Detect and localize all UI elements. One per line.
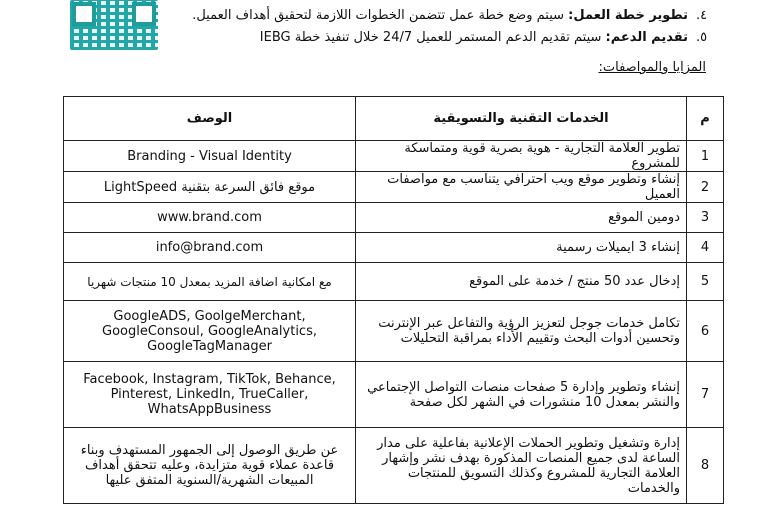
row-num: 3 xyxy=(687,203,724,233)
qr-finder xyxy=(132,2,156,26)
table-row xyxy=(64,172,724,203)
row-num: 7 xyxy=(687,362,724,428)
list-text: سيتم تقديم الدعم المستمر للعميل 24/7 خلال تنفيذ خطة IEBG xyxy=(259,30,602,45)
list-number: ٤. xyxy=(696,8,708,23)
table-row xyxy=(64,301,724,362)
row-num: 6 xyxy=(687,301,724,362)
header-list-item-5 xyxy=(260,30,710,46)
table-row xyxy=(64,203,724,233)
row-description: مع امكانية اضافة المزيد بمعدل 10 منتجات شهريا xyxy=(64,263,356,301)
row-num: 1 xyxy=(687,141,724,172)
row-service: إنشاء 3 ايميلات رسمية xyxy=(356,233,687,263)
table-row xyxy=(64,141,724,172)
row-num: 4 xyxy=(687,233,724,263)
header-list-item-4 xyxy=(192,8,710,24)
table-row xyxy=(64,233,724,263)
row-num: 8 xyxy=(687,428,724,504)
row-service: إنشاء وتطوير موقع ويب احترافي يتناسب مع مواصفات العميل xyxy=(356,172,687,203)
row-num: 2 xyxy=(687,172,724,203)
table-row xyxy=(64,428,724,504)
row-description: Branding - Visual Identity xyxy=(64,141,356,172)
row-num: 5 xyxy=(687,263,724,301)
row-description: GoogleADS, GoolgeMerchant, GoogleConsoul, GoogleAnalytics, GoogleTagManager xyxy=(64,301,356,362)
row-description: موقع فائق السرعة بتقنية LightSpeed xyxy=(64,172,356,203)
row-service: تطوير العلامة التجارية - هوية بصرية قوية ومتماسكة للمشروع xyxy=(356,141,687,172)
row-description: Facebook, Instagram, TikTok, Behance, Pinterest, LinkedIn, TrueCaller, WhatsAppBusiness xyxy=(64,362,356,428)
list-label: تطوير خطة العمل: xyxy=(568,8,688,23)
row-description: www.brand.com xyxy=(64,203,356,233)
row-service: دومين الموقع xyxy=(356,203,687,233)
table-row xyxy=(64,263,724,301)
list-number: ٥. xyxy=(696,30,708,45)
section-title: المزايا والمواصفات: xyxy=(598,60,706,75)
table-header-row xyxy=(64,97,724,141)
header-num: م xyxy=(687,97,724,141)
qr-finder xyxy=(72,2,96,26)
row-service: إدخال عدد 50 منتج / خدمة على الموقع xyxy=(356,263,687,301)
list-text: سيتم وضع خطة عمل تتضمن الخطوات اللازمة لتحقيق أهداف العميل. xyxy=(192,8,565,23)
qr-code xyxy=(70,0,158,50)
specs-table xyxy=(63,96,724,504)
row-service: إنشاء وتطوير وإدارة 5 صفحات منصات التواصل الإجتماعي والنشر بمعدل 10 منشورات في الشهر لكل صفحة xyxy=(356,362,687,428)
header-description: الوصف xyxy=(64,97,356,141)
list-label: تقديم الدعم: xyxy=(605,30,688,45)
table-row xyxy=(64,362,724,428)
row-service: إدارة وتشغيل وتطوير الحملات الإعلانية بفاعلية على مدار الساعة لدى جميع المنصات المذكورة بهدف نشر وإشهار العلامة التجارية للمشروع وكذلك التسويق للمنتجات والخدمات xyxy=(356,428,687,504)
header-services: الخدمات التقنية والتسويقية xyxy=(356,97,687,141)
row-description: info@brand.com xyxy=(64,233,356,263)
row-description: عن طريق الوصول إلى الجمهور المستهدف وبناء قاعدة عملاء قوية متزايدة، وعليه تتحقق أهداف المبيعات الشهرية/السنوية المتفق عليها xyxy=(64,428,356,504)
row-service: تكامل خدمات جوجل لتعزيز الرؤية والتفاعل عبر الإنترنت وتحسين أدوات البحث وتقييم الأداء بمراقبة التحليلات xyxy=(356,301,687,362)
